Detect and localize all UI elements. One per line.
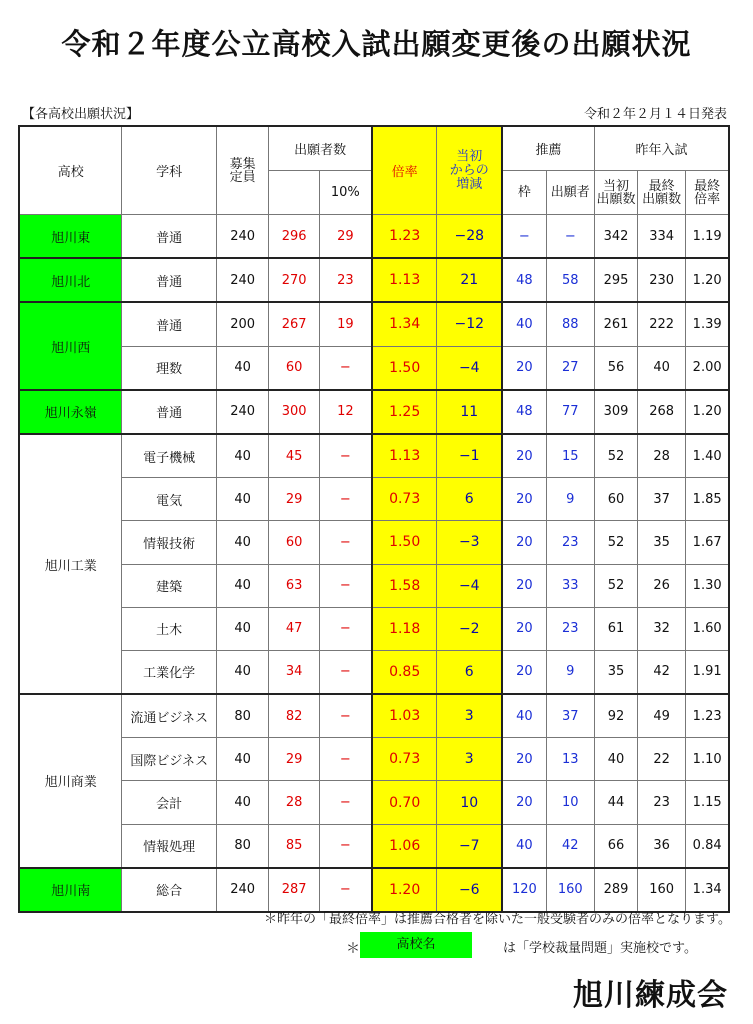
ten-percent: −: [319, 434, 372, 478]
ly-ratio: 1.40: [686, 434, 729, 478]
change: 21: [437, 258, 502, 302]
header-change: 当初 からの 増減: [437, 126, 502, 215]
department: 普通: [122, 215, 217, 259]
ly-ratio: 1.15: [686, 781, 729, 824]
header-capacity: 募集 定員: [216, 126, 269, 215]
ratio: 0.73: [372, 478, 437, 521]
application-status-table: [18, 125, 730, 913]
rec-applicants: 13: [546, 738, 594, 781]
school-name: 旭川商業: [19, 694, 122, 868]
change: 6: [437, 478, 502, 521]
ly-ratio: 1.67: [686, 521, 729, 564]
ratio: 0.70: [372, 781, 437, 824]
organization-logo-text: 旭川練成会: [573, 978, 728, 1013]
capacity: 240: [216, 868, 269, 912]
capacity: 40: [216, 781, 269, 824]
ly-final: 28: [638, 434, 686, 478]
ten-percent: −: [319, 868, 372, 912]
ratio: 1.50: [372, 346, 437, 390]
ly-initial: 261: [594, 302, 637, 346]
rec-slots: 20: [502, 650, 546, 694]
rec-slots: 20: [502, 346, 546, 390]
ly-final: 26: [638, 564, 686, 607]
ten-percent: 19: [319, 302, 372, 346]
footnote: ＊昨年の「最終倍率」は推薦合格者を除いた一般受験者のみの倍率となります。: [264, 912, 731, 927]
change: −6: [437, 868, 502, 912]
rec-applicants: 9: [546, 650, 594, 694]
ly-initial: 92: [594, 694, 637, 738]
rec-applicants: 88: [546, 302, 594, 346]
ly-final: 37: [638, 478, 686, 521]
capacity: 80: [216, 694, 269, 738]
ly-initial: 52: [594, 434, 637, 478]
ratio: 1.13: [372, 434, 437, 478]
ten-percent: 23: [319, 258, 372, 302]
ly-ratio: 1.19: [686, 215, 729, 259]
ly-ratio: 2.00: [686, 346, 729, 390]
department: 普通: [122, 302, 217, 346]
table-row: [19, 781, 729, 824]
table-row: [19, 478, 729, 521]
ly-final: 32: [638, 607, 686, 650]
ly-final: 268: [638, 390, 686, 434]
department: 工業化学: [122, 650, 217, 694]
ly-final: 22: [638, 738, 686, 781]
capacity: 40: [216, 650, 269, 694]
department: 理数: [122, 346, 217, 390]
ly-ratio: 1.60: [686, 607, 729, 650]
applicants: 82: [269, 694, 319, 738]
rec-slots: 20: [502, 564, 546, 607]
table-row: [19, 215, 729, 259]
ly-ratio: 1.39: [686, 302, 729, 346]
ten-percent: −: [319, 650, 372, 694]
applicants: 300: [269, 390, 319, 434]
rec-slots: 48: [502, 258, 546, 302]
capacity: 40: [216, 521, 269, 564]
capacity: 240: [216, 390, 269, 434]
ratio: 1.20: [372, 868, 437, 912]
ly-final: 23: [638, 781, 686, 824]
department: 電子機械: [122, 434, 217, 478]
rec-applicants: 27: [546, 346, 594, 390]
header-recommend: 推薦: [502, 126, 594, 171]
rec-slots: 48: [502, 390, 546, 434]
ratio: 1.34: [372, 302, 437, 346]
ly-ratio: 1.91: [686, 650, 729, 694]
ly-ratio: 1.30: [686, 564, 729, 607]
ten-percent: −: [319, 738, 372, 781]
table-row: [19, 738, 729, 781]
rec-applicants: 58: [546, 258, 594, 302]
table-row: [19, 302, 729, 346]
ly-ratio: 1.10: [686, 738, 729, 781]
rec-applicants: 10: [546, 781, 594, 824]
applicants: 60: [269, 346, 319, 390]
school-name: 旭川永嶺: [19, 390, 122, 434]
rec-slots: 40: [502, 824, 546, 868]
ratio: 1.06: [372, 824, 437, 868]
rec-applicants: 33: [546, 564, 594, 607]
capacity: 40: [216, 607, 269, 650]
applicants: 45: [269, 434, 319, 478]
applicants: 29: [269, 478, 319, 521]
page-title: 令和２年度公立高校入試出願変更後の出願状況: [61, 27, 692, 61]
department: 流通ビジネス: [122, 694, 217, 738]
change: 11: [437, 390, 502, 434]
change: −4: [437, 564, 502, 607]
table-row: [19, 564, 729, 607]
ly-ratio: 1.20: [686, 258, 729, 302]
school-name: 旭川北: [19, 258, 122, 302]
applicants: 296: [269, 215, 319, 259]
ratio: 1.13: [372, 258, 437, 302]
rec-applicants: 23: [546, 607, 594, 650]
rec-slots: 20: [502, 781, 546, 824]
table-row: [19, 390, 729, 434]
rec-slots: 20: [502, 434, 546, 478]
legend-school-box: 高校名: [360, 932, 472, 958]
rec-applicants: 42: [546, 824, 594, 868]
department: 土木: [122, 607, 217, 650]
ly-initial: 66: [594, 824, 637, 868]
change: −1: [437, 434, 502, 478]
ten-percent: −: [319, 781, 372, 824]
ten-percent: −: [319, 564, 372, 607]
ten-percent: −: [319, 521, 372, 564]
rec-slots: 20: [502, 521, 546, 564]
ten-percent: −: [319, 694, 372, 738]
header-rec-applicants: 出願者: [546, 171, 594, 215]
ly-ratio: 0.84: [686, 824, 729, 868]
ly-initial: 40: [594, 738, 637, 781]
rec-applicants: −: [546, 215, 594, 259]
department: 普通: [122, 258, 217, 302]
ly-initial: 342: [594, 215, 637, 259]
ten-percent: 12: [319, 390, 372, 434]
header-last-year: 昨年入試: [594, 126, 729, 171]
header-department: 学科: [122, 126, 217, 215]
ratio: 1.18: [372, 607, 437, 650]
change: −28: [437, 215, 502, 259]
rec-applicants: 15: [546, 434, 594, 478]
department: 電気: [122, 478, 217, 521]
table-row: [19, 868, 729, 912]
ly-final: 36: [638, 824, 686, 868]
ly-initial: 35: [594, 650, 637, 694]
rec-slots: 20: [502, 607, 546, 650]
school-name: 旭川東: [19, 215, 122, 259]
ly-final: 35: [638, 521, 686, 564]
ly-ratio: 1.85: [686, 478, 729, 521]
header-ratio: 倍率: [372, 126, 437, 215]
change: −7: [437, 824, 502, 868]
change: 3: [437, 694, 502, 738]
header-ten-percent: 10%: [319, 171, 372, 215]
department: 普通: [122, 390, 217, 434]
header-rec-slots: 枠: [502, 171, 546, 215]
rec-applicants: 9: [546, 478, 594, 521]
rec-slots: 40: [502, 302, 546, 346]
ly-final: 230: [638, 258, 686, 302]
table-row: [19, 434, 729, 478]
capacity: 240: [216, 258, 269, 302]
header-applicants: 出願者数: [269, 126, 372, 171]
ly-final: 222: [638, 302, 686, 346]
table-row: [19, 694, 729, 738]
capacity: 240: [216, 215, 269, 259]
rec-slots: −: [502, 215, 546, 259]
applicants: 29: [269, 738, 319, 781]
ly-initial: 44: [594, 781, 637, 824]
ratio: 1.03: [372, 694, 437, 738]
capacity: 80: [216, 824, 269, 868]
applicants: 34: [269, 650, 319, 694]
header-school: 高校: [19, 126, 122, 215]
change: −3: [437, 521, 502, 564]
ly-ratio: 1.23: [686, 694, 729, 738]
header-ly-initial: 当初 出願数: [594, 171, 637, 215]
legend-description: は「学校裁量問題」実施校です。: [503, 941, 697, 956]
table-row: [19, 824, 729, 868]
ten-percent: −: [319, 607, 372, 650]
department: 情報処理: [122, 824, 217, 868]
ratio: 1.25: [372, 390, 437, 434]
change: −2: [437, 607, 502, 650]
change: 3: [437, 738, 502, 781]
department: 国際ビジネス: [122, 738, 217, 781]
ly-initial: 289: [594, 868, 637, 912]
ratio: 0.85: [372, 650, 437, 694]
rec-slots: 120: [502, 868, 546, 912]
department: 会計: [122, 781, 217, 824]
ratio: 0.73: [372, 738, 437, 781]
change: −4: [437, 346, 502, 390]
ly-final: 40: [638, 346, 686, 390]
applicants: 60: [269, 521, 319, 564]
table-row: [19, 650, 729, 694]
applicants: 267: [269, 302, 319, 346]
ly-ratio: 1.20: [686, 390, 729, 434]
rec-applicants: 37: [546, 694, 594, 738]
ten-percent: −: [319, 478, 372, 521]
ly-final: 42: [638, 650, 686, 694]
ten-percent: −: [319, 824, 372, 868]
school-name: 旭川南: [19, 868, 122, 912]
table-row: [19, 607, 729, 650]
ly-final: 160: [638, 868, 686, 912]
rec-applicants: 77: [546, 390, 594, 434]
applicants: 47: [269, 607, 319, 650]
header-ly-final: 最終 出願数: [638, 171, 686, 215]
school-name: 旭川工業: [19, 434, 122, 694]
legend-star: ＊: [346, 941, 360, 957]
capacity: 40: [216, 346, 269, 390]
capacity: 40: [216, 478, 269, 521]
applicants: 270: [269, 258, 319, 302]
applicants: 63: [269, 564, 319, 607]
ly-initial: 52: [594, 521, 637, 564]
table-row: [19, 258, 729, 302]
ly-final: 49: [638, 694, 686, 738]
capacity: 40: [216, 738, 269, 781]
ly-ratio: 1.34: [686, 868, 729, 912]
ly-initial: 61: [594, 607, 637, 650]
ten-percent: 29: [319, 215, 372, 259]
header-applicants-blank: [269, 171, 319, 215]
ly-initial: 56: [594, 346, 637, 390]
applicants: 287: [269, 868, 319, 912]
ten-percent: −: [319, 346, 372, 390]
rec-slots: 40: [502, 694, 546, 738]
capacity: 40: [216, 434, 269, 478]
department: 建築: [122, 564, 217, 607]
ly-final: 334: [638, 215, 686, 259]
change: 10: [437, 781, 502, 824]
table-row: [19, 346, 729, 390]
department: 情報技術: [122, 521, 217, 564]
school-name: 旭川西: [19, 302, 122, 389]
ratio: 1.23: [372, 215, 437, 259]
capacity: 40: [216, 564, 269, 607]
ly-initial: 295: [594, 258, 637, 302]
ly-initial: 60: [594, 478, 637, 521]
rec-slots: 20: [502, 478, 546, 521]
change: −12: [437, 302, 502, 346]
header-ly-ratio: 最終 倍率: [686, 171, 729, 215]
applicants: 85: [269, 824, 319, 868]
capacity: 200: [216, 302, 269, 346]
announcement-date: 令和２年２月１４日発表: [583, 107, 727, 122]
department: 総合: [122, 868, 217, 912]
rec-applicants: 23: [546, 521, 594, 564]
rec-applicants: 160: [546, 868, 594, 912]
applicants: 28: [269, 781, 319, 824]
ly-initial: 309: [594, 390, 637, 434]
ratio: 1.58: [372, 564, 437, 607]
table-row: [19, 521, 729, 564]
ly-initial: 52: [594, 564, 637, 607]
rec-slots: 20: [502, 738, 546, 781]
ratio: 1.50: [372, 521, 437, 564]
section-label: 【各高校出願状況】: [22, 107, 140, 122]
change: 6: [437, 650, 502, 694]
